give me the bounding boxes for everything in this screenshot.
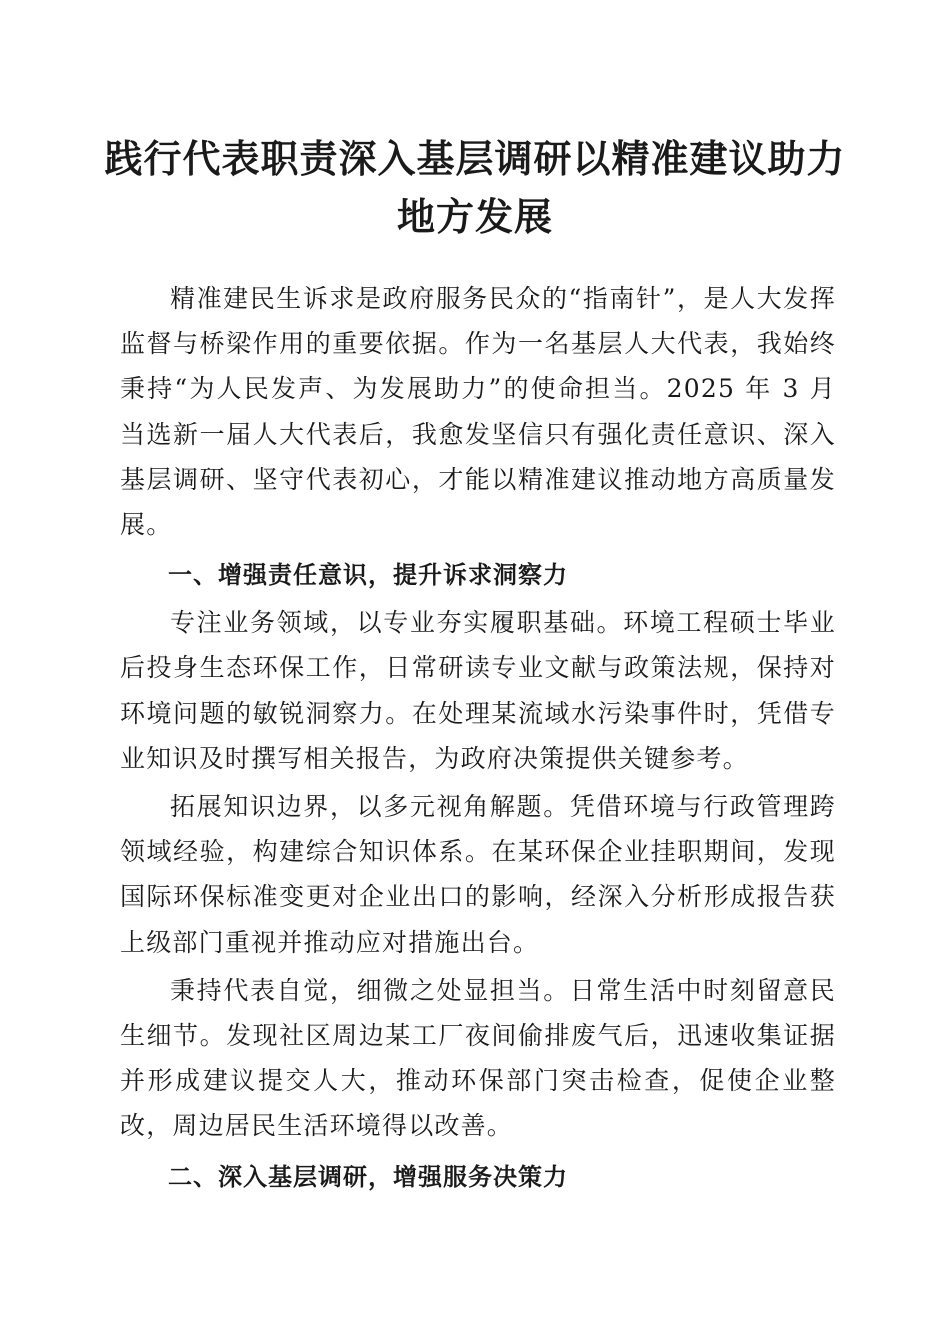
document-body <box>120 276 836 1202</box>
document-title: 践行代表职责深入基层调研以精准建议助力地方发展 <box>104 136 846 239</box>
section-heading-2: 二、深入基层调研，增强服务决策力 <box>168 1162 568 1191</box>
section-1-paragraph-2: 拓展知识边界，以多元视角解题。凭借环境与行政管理跨领域经验，构建综合知识体系。在某环保企业挂职期间，发现国际环保标准变更对企业出口的影响，经深入分析形成报告获上级部门重视并推动应对措施出台。 <box>120 792 836 957</box>
intro-paragraph: 精准建民生诉求是政府服务民众的“指南针”，是人大发挥监督与桥梁作用的重要依据。作为一名基层人大代表，我始终秉持“为人民发声、为发展助力”的使命担当。2025 年 3 月当选新一届人大代表后，我愈发坚信只有强化责任意识、深入基层调研、坚守代表初心，才能以精准建议推动地方高质量发展。 <box>120 284 836 540</box>
section-heading-1: 一、增强责任意识，提升诉求洞察力 <box>168 561 568 590</box>
section-1-paragraph-3: 秉持代表自觉，细微之处显担当。日常生活中时刻留意民生细节。发现社区周边某工厂夜间偷排废气后，迅速收集证据并形成建议提交人大，推动环保部门突击检查，促使企业整改，周边居民生活环境得以改善。 <box>120 975 836 1141</box>
section-1-paragraph-1: 专注业务领域，以专业夯实履职基础。环境工程硕士毕业后投身生态环保工作，日常研读专业文献与政策法规，保持对环境问题的敏锐洞察力。在处理某流域水污染事件时，凭借专业知识及时撰写相关报告，为政府决策提供关键参考。 <box>120 608 836 773</box>
